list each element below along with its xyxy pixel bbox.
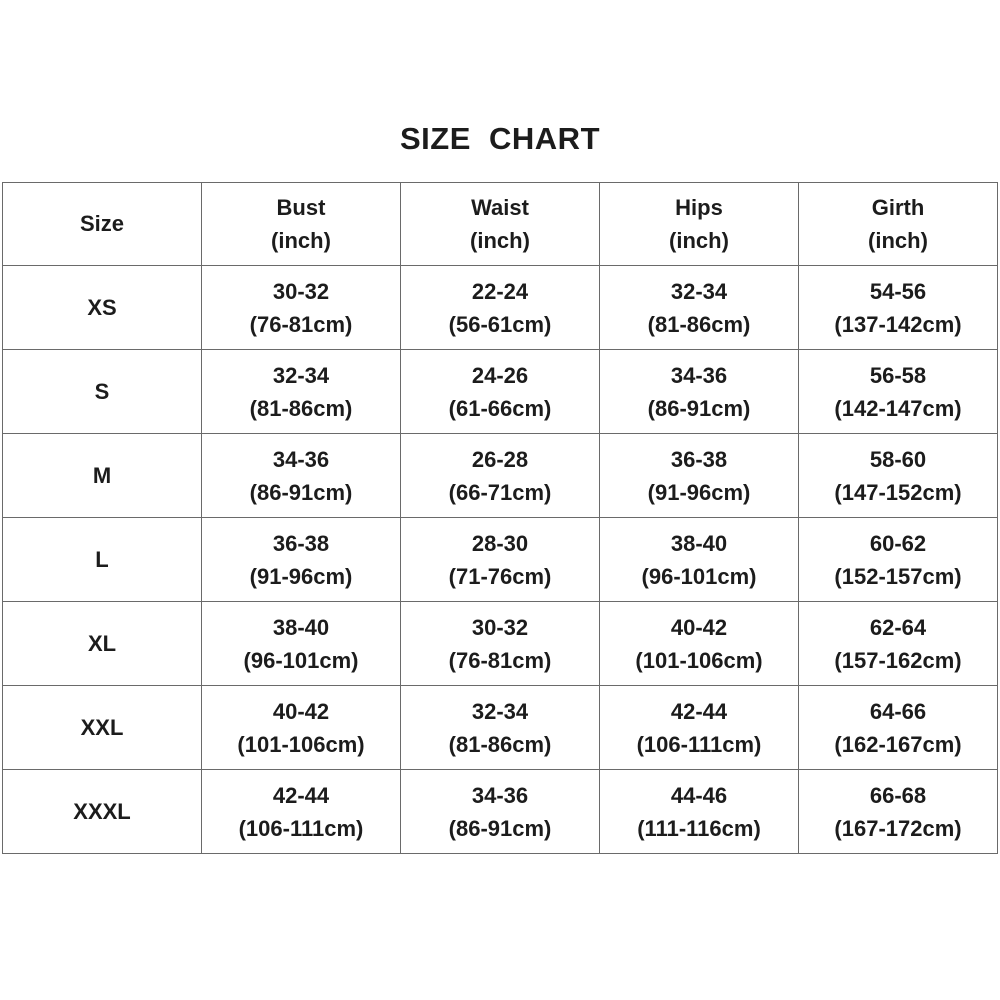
measurement-cell [600, 686, 799, 770]
header-unit: (inch) [271, 228, 331, 253]
header-unit: (inch) [669, 228, 729, 253]
cm-range: (56-61cm) [448, 311, 552, 337]
inch-range: 34-36 [670, 362, 728, 388]
table-row [3, 518, 998, 602]
cm-range: (81-86cm) [448, 731, 552, 757]
cm-range: (91-96cm) [647, 479, 751, 505]
cm-range: (147-152cm) [834, 479, 962, 505]
cm-range: (76-81cm) [448, 647, 552, 673]
measurement-cell [799, 350, 998, 434]
measurement-cell [799, 518, 998, 602]
cm-range: (76-81cm) [249, 311, 353, 337]
inch-range: 62-64 [869, 614, 927, 640]
measurement-cell [600, 770, 799, 854]
size-chart-body [3, 266, 998, 854]
header-bust [202, 183, 401, 266]
size-cell: XXL [3, 686, 202, 770]
inch-range: 40-42 [272, 698, 330, 724]
header-girth [799, 183, 998, 266]
table-row [3, 602, 998, 686]
header-label: Girth [871, 195, 925, 220]
cm-range: (157-162cm) [834, 647, 962, 673]
inch-range: 60-62 [869, 530, 927, 556]
inch-range: 28-30 [471, 530, 529, 556]
inch-range: 34-36 [471, 782, 529, 808]
measurement-cell [202, 686, 401, 770]
cm-range: (91-96cm) [249, 563, 353, 589]
size-cell: XL [3, 602, 202, 686]
inch-range: 40-42 [670, 614, 728, 640]
measurement-cell [600, 434, 799, 518]
measurement-cell [799, 434, 998, 518]
measurement-cell [401, 518, 600, 602]
table-row [3, 686, 998, 770]
inch-range: 56-58 [869, 362, 927, 388]
measurement-cell [202, 266, 401, 350]
header-label: Bust [276, 195, 326, 220]
cm-range: (106-111cm) [636, 731, 762, 757]
measurement-cell [401, 602, 600, 686]
measurement-cell [799, 770, 998, 854]
inch-range: 32-34 [670, 278, 728, 304]
cm-range: (86-91cm) [647, 395, 751, 421]
measurement-cell [600, 518, 799, 602]
measurement-cell [202, 434, 401, 518]
measurement-cell [600, 602, 799, 686]
cm-range: (81-86cm) [249, 395, 353, 421]
cm-range: (61-66cm) [448, 395, 552, 421]
inch-range: 38-40 [670, 530, 728, 556]
inch-range: 36-38 [272, 530, 330, 556]
measurement-cell [202, 518, 401, 602]
inch-range: 38-40 [272, 614, 330, 640]
header-label: Hips [675, 195, 723, 220]
table-row [3, 350, 998, 434]
cm-range: (106-111cm) [238, 815, 364, 841]
cm-range: (111-116cm) [637, 815, 761, 841]
inch-range: 42-44 [272, 782, 330, 808]
cm-range: (66-71cm) [448, 479, 552, 505]
inch-range: 30-32 [272, 278, 330, 304]
measurement-cell [202, 602, 401, 686]
size-cell: XXXL [3, 770, 202, 854]
inch-range: 66-68 [869, 782, 927, 808]
size-cell: M [3, 434, 202, 518]
inch-range: 64-66 [869, 698, 927, 724]
measurement-cell [401, 350, 600, 434]
cm-range: (96-101cm) [243, 647, 359, 673]
cm-range: (142-147cm) [834, 395, 962, 421]
measurement-cell [202, 350, 401, 434]
inch-range: 58-60 [869, 446, 927, 472]
inch-range: 24-26 [471, 362, 529, 388]
table-row [3, 770, 998, 854]
cm-range: (101-106cm) [237, 731, 365, 757]
header-unit: (inch) [470, 228, 530, 253]
measurement-cell [401, 266, 600, 350]
header-unit: (inch) [868, 228, 928, 253]
size-cell: L [3, 518, 202, 602]
table-row [3, 266, 998, 350]
cm-range: (81-86cm) [647, 311, 751, 337]
cm-range: (71-76cm) [448, 563, 552, 589]
measurement-cell [401, 434, 600, 518]
measurement-cell [799, 266, 998, 350]
size-cell: XS [3, 266, 202, 350]
size-cell: S [3, 350, 202, 434]
measurement-cell [799, 686, 998, 770]
measurement-cell [401, 686, 600, 770]
cm-range: (152-157cm) [834, 563, 962, 589]
inch-range: 32-34 [272, 362, 330, 388]
cm-range: (101-106cm) [635, 647, 763, 673]
header-row [3, 183, 998, 266]
inch-range: 44-46 [670, 782, 728, 808]
header-label: Waist [471, 195, 529, 220]
inch-range: 36-38 [670, 446, 728, 472]
inch-range: 30-32 [471, 614, 529, 640]
inch-range: 54-56 [869, 278, 927, 304]
header-size: Size [3, 183, 202, 266]
header-waist [401, 183, 600, 266]
measurement-cell [600, 266, 799, 350]
measurement-cell [202, 770, 401, 854]
size-chart-table [2, 182, 998, 854]
cm-range: (167-172cm) [834, 815, 962, 841]
table-header [3, 183, 998, 266]
inch-range: 22-24 [471, 278, 529, 304]
cm-range: (137-142cm) [834, 311, 962, 337]
inch-range: 34-36 [272, 446, 330, 472]
inch-range: 42-44 [670, 698, 728, 724]
header-hips [600, 183, 799, 266]
measurement-cell [600, 350, 799, 434]
measurement-cell [401, 770, 600, 854]
inch-range: 32-34 [471, 698, 529, 724]
table-row [3, 434, 998, 518]
cm-range: (86-91cm) [448, 815, 552, 841]
cm-range: (162-167cm) [834, 731, 962, 757]
measurement-cell [799, 602, 998, 686]
cm-range: (86-91cm) [249, 479, 353, 505]
cm-range: (96-101cm) [641, 563, 757, 589]
page-title: SIZE CHART [400, 121, 600, 156]
inch-range: 26-28 [471, 446, 529, 472]
